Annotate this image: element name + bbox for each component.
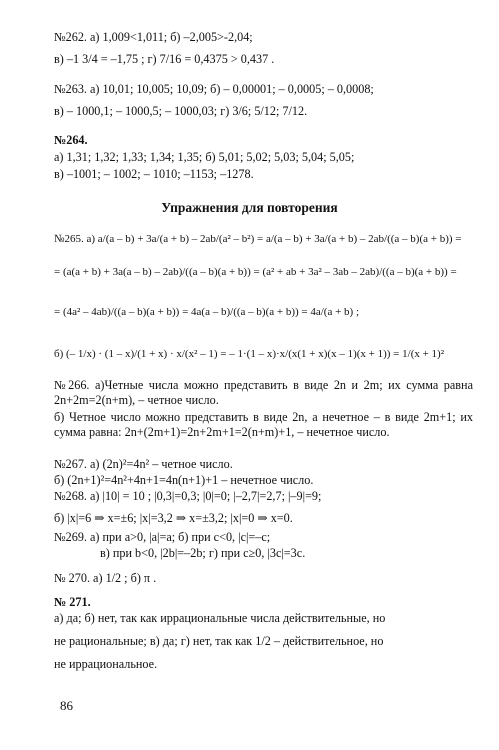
problem-269-line-1: №269. а) при a>0, |a|=a; б) при c<0, |c|=–c; bbox=[54, 530, 271, 544]
problem-264-line-2: в) –1001; – 1002; – 1010; –1153; –1278. bbox=[54, 167, 254, 181]
problem-271-line-3: не иррациональное. bbox=[54, 657, 158, 671]
problem-265-line-2: = (a(a + b) + 3a(a – b) – 2ab)/((a – b)(a + b)) = (a² + ab + 3a² – 3ab – 2ab)/((a – b)(a + b)) = bbox=[54, 266, 457, 278]
problem-271-line-2: не рациональные; в) да; г) нет, так как 1/2 – действительное, но bbox=[54, 634, 384, 648]
problem-268-line-1: №268. а) |10| = 10 ; |0,3|=0,3; |0|=0; |–2,7|=2,7; |–9|=9; bbox=[54, 489, 322, 503]
page-number: 86 bbox=[60, 698, 73, 713]
problem-266-part-b: б) Четное число можно представить в виде 2n, а нечетное – в виде 2m+1; их сумма равна: 2n+(2m+1)=2n+2m+1=2(n+m)+1, – нечетное число. bbox=[54, 410, 473, 439]
problem-263-line-1: №263. а) 10,01; 10,005; 10,09; б) – 0,00001; – 0,0005; – 0,0008; bbox=[54, 82, 374, 96]
problem-266-part-a: №266. а)Четные числа можно представить в виде 2n и 2m; их сумма равна 2n+2m=2(n+m), – четное число. bbox=[54, 378, 473, 407]
problem-265-line-3: = (4a² – 4ab)/((a – b)(a + b)) = 4a(a – b)/((a – b)(a + b)) = 4a/(a + b) ; bbox=[54, 306, 360, 318]
problem-264-line-1: а) 1,31; 1,32; 1,33; 1,34; 1,35; б) 5,01; 5,02; 5,03; 5,04; 5,05; bbox=[54, 150, 355, 164]
problem-267-line-1: №267. а) (2n)²=4n² – четное число. bbox=[54, 457, 233, 471]
problem-268-line-2: б) |x|=6 ⇒ x=±6; |x|=3,2 ⇒ x=±3,2; |x|=0 ⇒ x=0. bbox=[54, 511, 293, 525]
problem-269-line-2: в) при b<0, |2b|=–2b; г) при c≥0, |3c|=3c. bbox=[100, 546, 306, 560]
problem-262-line-1: №262. а) 1,009<1,011; б) –2,005>-2,04; bbox=[54, 30, 253, 44]
problem-271-line-1: а) да; б) нет, так как иррациональные числа действительные, но bbox=[54, 611, 386, 625]
problem-271-heading: № 271. bbox=[54, 595, 91, 609]
problem-262-line-2: в) –1 3/4 = –1,75 ; г) 7/16 = 0,4375 > 0,437 . bbox=[54, 52, 275, 66]
problem-265-line-4: б) (– 1/x) · (1 – x)/(1 + x) · x/(x² – 1) = – 1·(1 – x)·x/(x(1 + x)(x – 1)(x + 1)) = 1/(x + 1)² bbox=[54, 348, 445, 360]
problem-263-line-2: в) – 1000,1; – 1000,5; – 1000,03; г) 3/6; 5/12; 7/12. bbox=[54, 104, 308, 118]
problem-270-line: № 270. а) 1/2 ; б) π . bbox=[54, 571, 157, 585]
problem-264-heading: №264. bbox=[54, 133, 88, 147]
problem-267-line-2: б) (2n+1)²=4n²+4n+1=4n(n+1)+1 – нечетное число. bbox=[54, 473, 314, 487]
section-title: Упражнения для повторения bbox=[161, 200, 338, 215]
problem-265-line-1: №265. а) a/(a – b) + 3a/(a + b) – 2ab/(a² – b²) = a/(a – b) + 3a/(a + b) – 2ab/((a – b)(a + b)) = bbox=[54, 233, 462, 245]
